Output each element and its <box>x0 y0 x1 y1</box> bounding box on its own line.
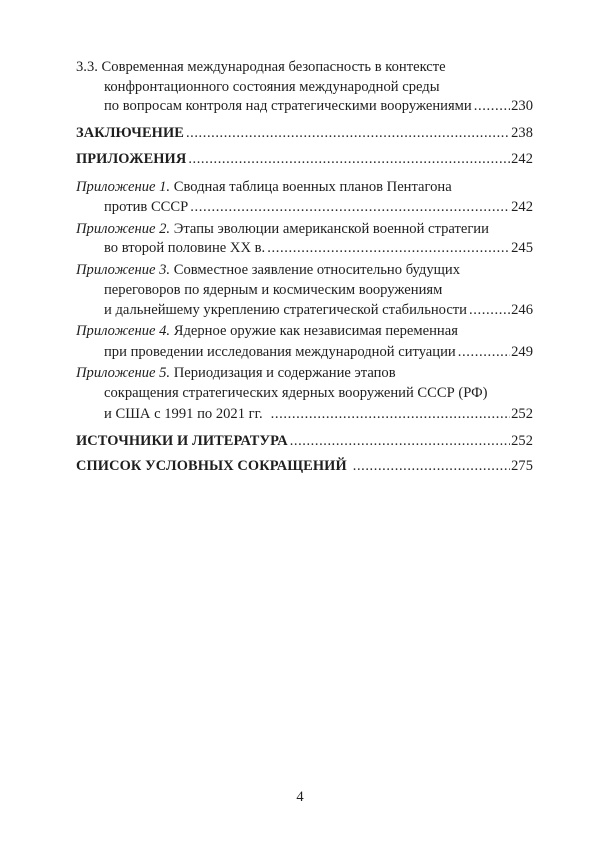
toc-entry-text: Современная международная безопасность в контексте <box>101 59 446 75</box>
toc-appendix-4-line-2[interactable] <box>104 342 533 362</box>
toc-entry-text: по вопросам контроля над стратегическими вооружениями <box>104 98 472 114</box>
page-ref: 252 <box>511 433 533 449</box>
toc-heading: ПРИЛОЖЕНИЯ <box>76 151 187 167</box>
toc-heading: СПИСОК УСЛОВНЫХ СОКРАЩЕНИЙ <box>76 458 347 474</box>
toc-entry-conclusion[interactable] <box>76 123 533 143</box>
toc-entry-3-3-line-3[interactable] <box>104 96 533 116</box>
page-ref: 252 <box>511 406 533 422</box>
dot-leader <box>267 238 510 258</box>
toc-appendix-2-line-2[interactable] <box>104 238 533 258</box>
appendix-label: Приложение 1. <box>76 179 171 195</box>
appendix-label: Приложение 4. <box>76 323 171 339</box>
toc-entry-appendices[interactable] <box>76 149 533 169</box>
dot-leader <box>458 342 510 362</box>
toc-appendix-5-line-1 <box>76 363 533 383</box>
toc-entry-text: Этапы эволюции американской военной стратегии <box>170 221 489 237</box>
toc-appendix-3-line-2 <box>104 280 533 300</box>
dot-leader <box>353 456 510 476</box>
page-ref: 249 <box>511 344 533 360</box>
toc-entry-text: во второй половине XX в. <box>104 240 266 256</box>
toc-appendix-2-line-1 <box>76 219 533 239</box>
dot-leader <box>469 300 510 320</box>
toc-entry-3-3-line-1 <box>76 57 533 77</box>
toc-entry-text: и США с 1991 по 2021 гг. <box>104 406 263 422</box>
page-ref: 245 <box>511 240 533 256</box>
toc-appendix-1-line-1 <box>76 177 533 197</box>
page-ref: 238 <box>511 125 533 141</box>
toc-entry-text: при проведении исследования международной ситуации <box>104 344 456 360</box>
toc-entry-text: Сводная таблица военных планов Пентагона <box>170 179 452 195</box>
toc-entry-text: сокращения стратегических ядерных вооружений СССР (РФ) <box>104 385 488 401</box>
toc-appendix-3-line-3[interactable] <box>104 300 533 320</box>
toc-appendix-3-line-1 <box>76 260 533 280</box>
page-ref: 275 <box>511 458 533 474</box>
page-ref: 230 <box>511 98 533 114</box>
toc-appendix-1-line-2[interactable] <box>104 197 533 217</box>
dot-leader <box>188 149 510 169</box>
dot-leader <box>186 123 510 143</box>
dot-leader <box>474 96 510 116</box>
toc-entry-3-3-line-2 <box>104 77 533 97</box>
page-number: 4 <box>296 789 304 805</box>
toc-entry-text: Совместное заявление относительно будущих <box>170 262 461 278</box>
toc-entry-text: против СССР <box>104 199 189 215</box>
toc-heading: ИСТОЧНИКИ И ЛИТЕРАТУРА <box>76 433 288 449</box>
toc-entry-text: переговоров по ядерным и космическим вооружениям <box>104 282 443 298</box>
page-ref: 246 <box>511 302 533 318</box>
toc-entry-text: конфронтационного состояния международной среды <box>104 79 440 95</box>
dot-leader <box>190 197 510 217</box>
dot-leader <box>271 404 510 424</box>
toc-entry-sources[interactable] <box>76 431 533 451</box>
toc-entry-text: Ядерное оружие как независимая переменная <box>170 323 458 339</box>
dot-leader <box>290 431 510 451</box>
appendix-label: Приложение 3. <box>76 262 171 278</box>
appendix-label: Приложение 2. <box>76 221 171 237</box>
toc-appendix-5-line-3[interactable] <box>104 404 533 424</box>
page-ref: 242 <box>511 151 533 167</box>
page-ref: 242 <box>511 199 533 215</box>
toc-heading: ЗАКЛЮЧЕНИЕ <box>76 125 184 141</box>
toc-appendix-5-line-2 <box>104 383 533 403</box>
appendix-label: Приложение 5. <box>76 365 171 381</box>
toc-appendix-4-line-1 <box>76 321 533 341</box>
section-number: 3.3. <box>76 59 98 75</box>
toc-entry-text: и дальнейшему укреплению стратегической стабильности <box>104 302 467 318</box>
toc-entry-abbreviations[interactable] <box>76 456 533 476</box>
toc-entry-text: Периодизация и содержание этапов <box>170 365 396 381</box>
